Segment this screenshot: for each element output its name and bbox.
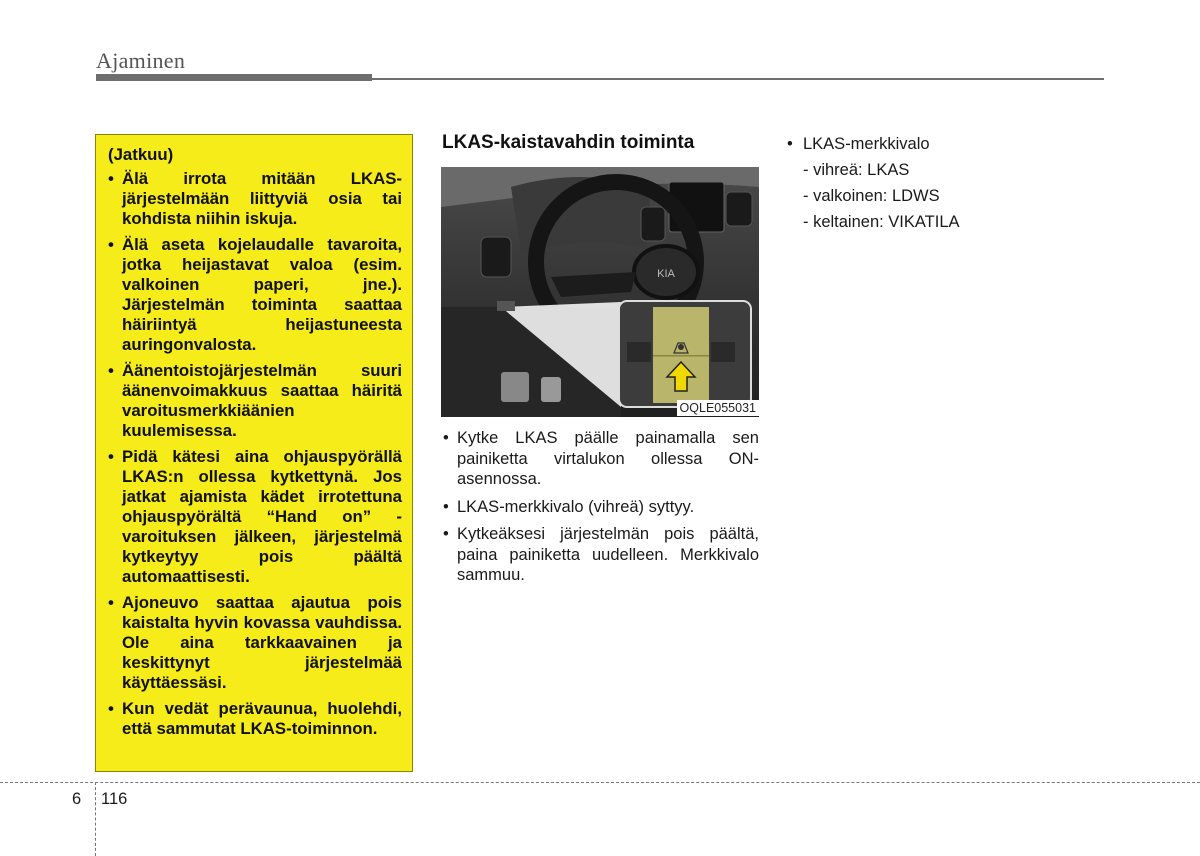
chapter-number: 6 — [72, 790, 82, 808]
chapter-header-title: Ajaminen — [96, 48, 186, 73]
warning-item: • Ajoneuvo saattaa ajautua pois kaistalta hyvin kovassa vauhdissa. Ole aina tarkkaavainen ja keskittynyt järjestelmää käyttäessäsi. — [108, 593, 402, 693]
warning-item: • Älä irrota mitään LKAS-järjestelmään liittyviä osia tai kohdista niihin iskuja. — [108, 169, 402, 229]
instruction-list — [441, 428, 759, 593]
footer-divider — [0, 782, 1200, 783]
instruction-item: • Kytkeäksesi järjestelmän pois päältä, paina painiketta uudelleen. Merkkivalo sammuu. — [441, 524, 759, 586]
warning-item: • Pidä kätesi aina ohjauspyörällä LKAS:n ollessa kytkettynä. Jos jatkat ajamista kädet irrotettuna ohjauspyörältä “Hand on” -varoituksen jälkeen, järjestelmä kytkeytyy pois päältä automaattisesti. — [108, 447, 402, 587]
warning-item: • Älä aseta kojelaudalle tavaroita, jotka heijastavat valoa (esim. valkoinen paperi, jne.). Järjestelmän toiminta saattaa häiriintyä heijastuneesta auringonvalosta. — [108, 235, 402, 355]
warning-box — [95, 134, 413, 772]
indicator-line: - vihreä: LKAS — [803, 161, 910, 179]
header-rule-thick — [96, 74, 372, 81]
instruction-item: • LKAS-merkkivalo (vihreä) syttyy. — [441, 497, 759, 518]
indicator-info — [787, 131, 1087, 235]
instruction-item: • Kytke LKAS päälle painamalla sen painiketta virtalukon ollessa ON-asennossa. — [441, 428, 759, 490]
svg-text:KIA: KIA — [657, 268, 675, 280]
figure-code: OQLE055031 — [677, 400, 759, 416]
indicator-title: • LKAS-merkkivalo — [787, 131, 1087, 157]
header-rule-thin — [372, 78, 1104, 80]
section-heading: LKAS-kaistavahdin toiminta — [442, 132, 695, 153]
dashboard-figure — [441, 167, 759, 417]
warning-item: • Kun vedät perävaunua, huolehdi, että sammutat LKAS-toiminnon. — [108, 699, 402, 739]
figure-caption — [441, 400, 759, 418]
footer-vertical-divider — [95, 782, 96, 856]
dashboard-illustration — [441, 167, 759, 417]
warning-list — [108, 169, 402, 739]
indicator-line: - valkoinen: LDWS — [803, 187, 940, 205]
warning-item: • Äänentoistojärjestelmän suuri äänenvoimakkuus saattaa häiritä varoitusmerkkiäänien kuulemisessa. — [108, 361, 402, 441]
warning-continued-label: (Jatkuu) — [108, 145, 174, 164]
indicator-line: - keltainen: VIKATILA — [803, 213, 960, 231]
page-number: 116 — [101, 790, 128, 808]
